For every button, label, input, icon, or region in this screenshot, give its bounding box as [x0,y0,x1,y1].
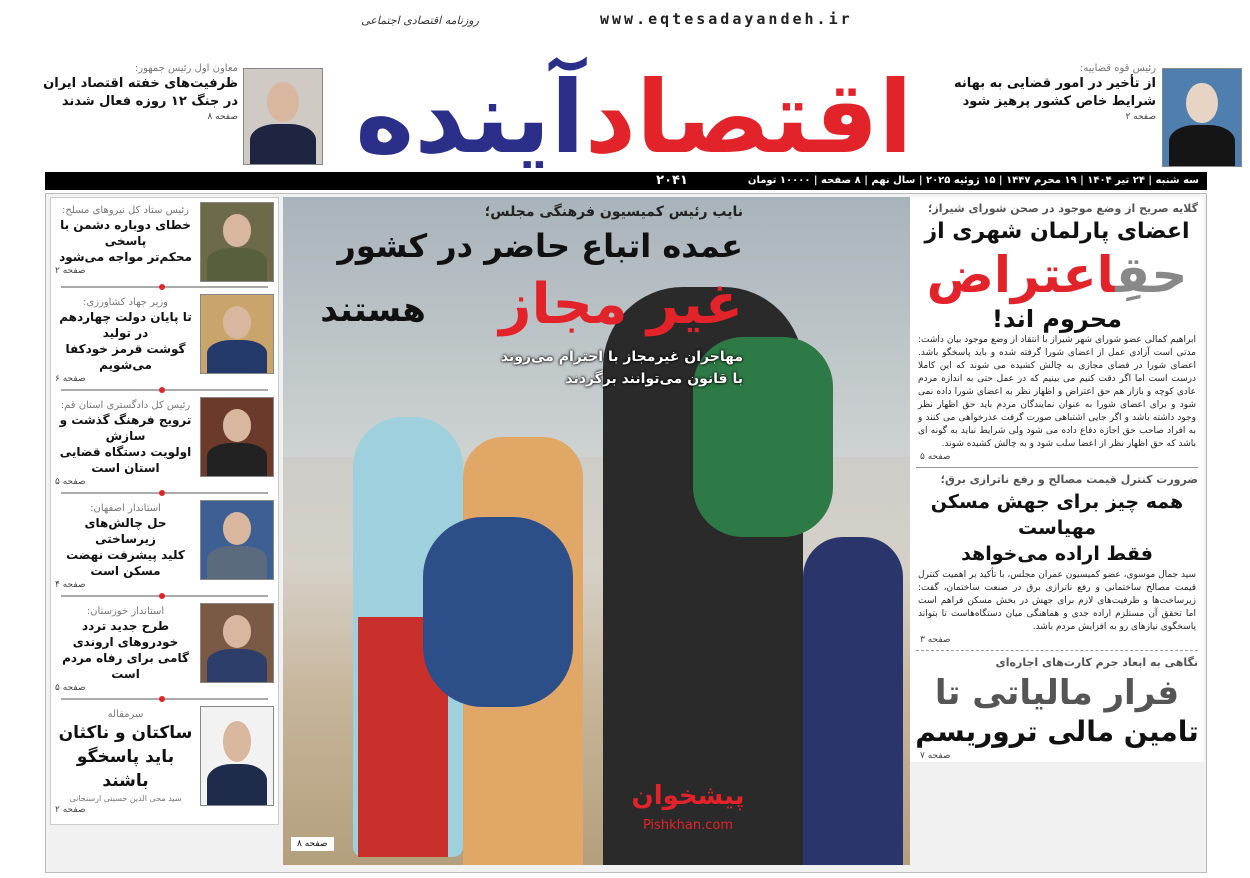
news-text [55,294,196,385]
page-ref: صفحه ۵ [920,452,951,462]
news-text [55,706,196,816]
news-photo [200,706,274,806]
news-photo [200,500,274,580]
page-ref: صفحه ۶ [55,374,86,384]
kicker: رئیس قوه قضاییه: [1080,63,1156,74]
kicker: استاندار خوزستان: [86,606,165,617]
left-news-item[interactable] [51,702,278,824]
dateline: سه شنبه | ۲۴ تیر ۱۴۰۴ | ۱۹ محرم ۱۴۴۷ | ۱۵ ژوئیه ۲۰۲۵ | سال نهم | ۸ صفحه | ۱۰۰۰۰ تومان [747,175,1199,186]
top-right-teaser[interactable] [928,62,1156,123]
article-housing[interactable] [910,472,1204,646]
left-news-item[interactable] [51,599,278,702]
left-news-item[interactable] [51,496,278,599]
kicker: ضرورت کنترل قیمت مصالح و رفع ناترازی برق؛ [940,473,1198,486]
main-headline: عمده اتباع حاضر در کشور [337,227,743,265]
headline: تامین مالی تروریسم [915,715,1199,748]
article-body: سید جمال موسوی، عضو کمیسیون عمران مجلس، با تأکید بر اهمیت کنترل قیمت مصالح ساختمانی و رفع ناترازی برق در صنعت ساختمان، گفت: زیرساخت‌ها و ظرفیت‌های لازم برای جهش در بخش مسکن فراهم است اما تحقق آن مستلزم اراده جدی و هماهنگی میان دستگاه‌هاست تا بتواند پاسخگوی نیازهای رو به افزایش مردم باشد. [918,570,1196,632]
left-column [50,197,279,825]
headline: در جنگ ۱۲ روزه فعال شدند [61,94,238,109]
main-subheadline: با قانون می‌توانند برگردند [565,371,743,387]
page-ref: صفحه ۲ [1125,112,1156,122]
watermark-url: Pishkhan.com [642,818,734,833]
main-headline-red: غیر مجاز [499,272,743,337]
headline: ساکتان و ناکثان [58,723,193,743]
headline: همه چیز برای جهش مسکن مهیاست [930,491,1184,539]
headline-red: اعتراض [926,246,1116,304]
page-ref: صفحه ۸ [291,837,334,851]
headline: باید پاسخگو باشند [76,747,175,791]
headline: طرح جدید تردد خودروهای اروندی [72,619,179,649]
kicker: رئیس کل دادگستری استان قم: [60,400,191,411]
main-story[interactable] [283,197,910,865]
kicker: گلایه صریح از وضع موجود در صحن شورای شیراز؛ [928,202,1198,215]
author: سید محی الدین حسینی ارسنجانی [69,794,182,803]
page-ref: صفحه ۸ [207,112,238,122]
headline: ظرفیت‌های خفته اقتصاد ایران [43,76,238,91]
dateline-bar [45,172,1207,190]
divider [916,650,1198,651]
page-ref: صفحه ۳ [920,635,951,645]
news-text [55,500,196,591]
headline: محروم اند! [992,305,1122,333]
headline: گامی برای رفاه مردم است [62,651,189,681]
headline-grey: حقِ [1115,246,1188,304]
teaser-photo [243,68,323,165]
article-body: ابراهیم کمالی عضو شورای شهر شیراز با انتقاد از وضع موجود بیان داشت: مدتی است آزادی عمل از اعضای شورا گرفته شده و باید پاسخگو باشد. اعضای شورا در فضای مجازی به چالش کشیده می شوند که این کاملا درست است اما اگر دقت کنیم می بینیم که در عمل حتی به اندازه مردم عادی کوچه و بازار هم حق اعتراض و اظهار نظر به اعضای شورا داده نمی شود و برای اعضای شورا به عنوان نمایندگان مردم باید حق اظهار نظر وجود داشته باشد و اگر جایی اشتباهی صورت گرفت عذرخواهی می کنند و به افراد صاحب حق اجازه دفاع داده می شود ولی شرایط نباید به گونه ای باشد که حق اظهار نظر از اعضا سلب شود و به چالش کشیده شوند. [918,335,1196,449]
newspaper-logo [345,28,923,168]
left-news-item[interactable] [51,393,278,496]
kicker: سرمقاله [107,709,144,720]
headline: تا پایان دولت چهاردهم در تولید [59,310,192,340]
main-headline-end: هستند [320,290,426,330]
page-ref: صفحه ۲ [55,805,86,815]
headline: اعضای پارلمان شهری از [924,219,1190,244]
article-shiraz-council[interactable] [910,197,1204,463]
page-ref: صفحه ۴ [55,580,86,590]
main-subheadline: مهاجران غیرمجاز با احترام می‌روند [500,349,743,365]
kicker: رئیس ستاد کل نیروهای مسلح: [61,205,190,216]
page-ref: صفحه ۷ [920,751,951,761]
news-text [55,603,196,694]
left-news-item[interactable] [51,290,278,393]
website-url: www.eqtesadayandeh.ir [600,10,853,28]
left-news-item[interactable] [51,198,278,290]
kicker: استاندار اصفهان: [90,503,161,514]
news-text [55,202,196,277]
news-photo [200,603,274,683]
headline-large [910,246,1204,304]
divider [916,467,1198,468]
news-photo [200,397,274,477]
kicker: معاون اول رئیس جمهور: [134,63,238,74]
headline: شرایط خاص کشور پرهیز شود [962,94,1156,109]
article-tax-evasion[interactable] [910,655,1204,762]
page-ref: صفحه ۵ [55,683,86,693]
news-photo [200,202,274,282]
main-kicker: نایب رئیس کمیسیون فرهنگی مجلس؛ [484,204,743,220]
page-ref: صفحه ۵ [55,477,86,487]
right-column [910,197,1204,762]
headline: اولویت دستگاه قضایی استان است [59,445,192,475]
headline: کلید پیشرفت نهضت مسکن است [66,548,185,578]
headline: فقط اراده می‌خواهد [961,543,1153,565]
page-ref: صفحه ۲ [55,266,86,276]
headline: خطای دوباره دشمن با پاسخی [60,218,191,248]
headline: ترویج فرهنگ گذشت و سازش [59,413,192,443]
headline: حل چالش‌های زیرساختی [84,516,167,546]
teaser-photo [1162,68,1242,167]
headline: محکم‌تر مواجه می‌شود [59,250,192,264]
issue-number: ۲۰۴۱ [656,173,688,188]
tagline: روزنامه اقتصادی اجتماعی [361,14,479,27]
headline: فرار مالیاتی تا [934,673,1180,713]
news-photo [200,294,274,374]
kicker: وزیر جهاد کشاورزی: [82,297,169,308]
headline: از تأخیر در امور قضایی به بهانه [953,76,1156,91]
watermark: پیشخوان [631,781,745,811]
logo-part-1: اقتصاد [584,59,913,168]
headline: گوشت قرمز خودکفا می‌شویم [65,342,186,372]
news-text [55,397,196,488]
top-left-teaser[interactable] [8,62,238,123]
kicker: نگاهی به ابعاد جرم کارت‌های اجاره‌ای [995,656,1198,669]
logo-part-2: آینده [355,59,585,168]
